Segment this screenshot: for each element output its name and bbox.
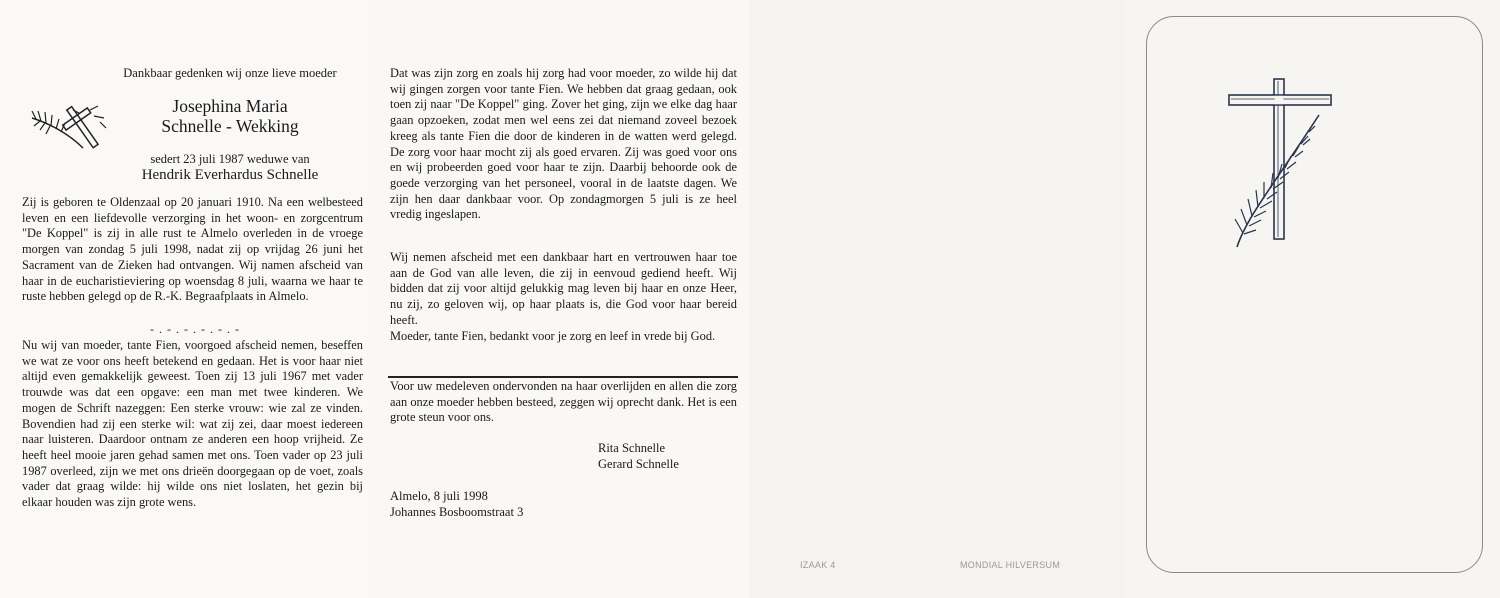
signature-1: Rita Schnelle — [598, 441, 665, 455]
widow-since: sedert 23 juli 1987 weduwe van — [150, 152, 310, 166]
paragraph-1: Zij is geboren te Oldenzaal op 20 januari 1910. Na een welbesteed leven en een liefdevolle verzorging in het woon- en zorgcentrum "De Koppel" is zij in alle rust te Almelo overleden in de vroege morgen van zondag 5 juli 1998, nadat zij op vrijdag 26 juni het Sacrament van de Zieken had ontvangen. Wij namen afscheid van haar in de eucharistieviering op woensdag 8 juli, waarna we haar te ruste hebben gelegd op de R.-K. Begraafplaats in Almelo. — [22, 195, 363, 304]
closing-paragraph — [390, 250, 737, 344]
left-panel — [0, 0, 374, 598]
cross-with-palm-icon — [1227, 77, 1337, 252]
divider-line — [388, 376, 738, 378]
thanks-text: Voor uw medeleven ondervonden na haar overlijden en allen die zorg aan onze moeder hebben besteed, zeggen wij oprecht dank. Het is een grote steun voor ons. — [390, 379, 737, 425]
paragraph-3: Dat was zijn zorg en zoals hij zorg had voor moeder, zo wilde hij dat wij gingen zorgen voor tante Fien. We hebben dat graag gedaan, ook toen zij naar "De Koppel" ging. Zover het ging, zijn we elke dag haar gaan opzoeken, zodat men wel eens zei dat niemand zoveel bezoek kreeg als tante Fien die door de kinderen in de watten werd gelegd. De zorg voor haar mocht zij als goed ervaren. Zij was goed voor ons en wij probeerden goed voor haar te zijn. Daarbij behoorde ook de goede verzorging van het personeel, vooral in de laatste dagen. We zijn hen daar dankbaar voor. Op zondagmorgen 5 juli is ze heel vredig ingeslapen. — [390, 66, 737, 222]
intro-text: Dankbaar gedenken wij onze lieve moeder — [123, 66, 337, 80]
name-line-2: Schnelle - Wekking — [161, 116, 299, 136]
name-line-1: Josephina Maria — [172, 96, 288, 116]
place-date: Almelo, 8 juli 1998 — [390, 489, 488, 503]
address: Johannes Bosboomstraat 3 — [390, 505, 524, 519]
product-code: IZAAK 4 — [800, 560, 836, 570]
deceased-name — [130, 96, 330, 136]
printer-name: MONDIAL HILVERSUM — [960, 560, 1061, 570]
cover-panel — [1125, 0, 1500, 598]
farewell-text: Wij nemen afscheid met een dankbaar hart en vertrouwen haar toe aan de God van alle leven, die zij in eenvoud gediend heeft. Wij bidden dat zij voor altijd gelukkig mag leven bij haar en onze Heer, nu zij, zo geloven wij, op haar plaats is, die God voor haar bereid heeft. — [390, 250, 737, 327]
signature-2: Gerard Schnelle — [598, 457, 679, 471]
paragraph-2: Nu wij van moeder, tante Fien, voorgoed afscheid nemen, beseffen we wat ze voor ons heeft betekend en gedaan. Het is voor haar niet altijd even gemakkelijk geweest. Toen zij 13 juli 1967 met vader trouwde was dat een opgave: een man met twee kinderen. We mogen de Schrift nazeggen: Een sterke vrouw: wie zal ze vinden. Bovendien had zij een sterke wil: wat zij zei, daar moest iedereen naar luisteren. Daardoor ontnam ze anderen een hoop vrijheid. Ze heeft heel mooie jaren gehad samen met ons. Toen vader op 23 juli 1987 overleed, zijn we met ons drieën doorgegaan op de voet, zoals vader dat graag wilde: hij wilde ons niet loslaten, het gezin bij elkaar houden was zijn grote wens. — [22, 338, 363, 510]
section-divider: - . - . - . - . - . - — [150, 322, 240, 336]
cross-with-palm-icon — [28, 98, 118, 158]
place-and-address — [390, 488, 523, 520]
signatures — [598, 440, 679, 472]
husband-name: Hendrik Everhardus Schnelle — [141, 167, 319, 183]
back-panel — [750, 0, 1125, 598]
cover-frame — [1146, 16, 1483, 573]
farewell-wish: Moeder, tante Fien, bedankt voor je zorg en leef in vrede bij God. — [390, 328, 716, 343]
middle-panel — [374, 0, 750, 598]
